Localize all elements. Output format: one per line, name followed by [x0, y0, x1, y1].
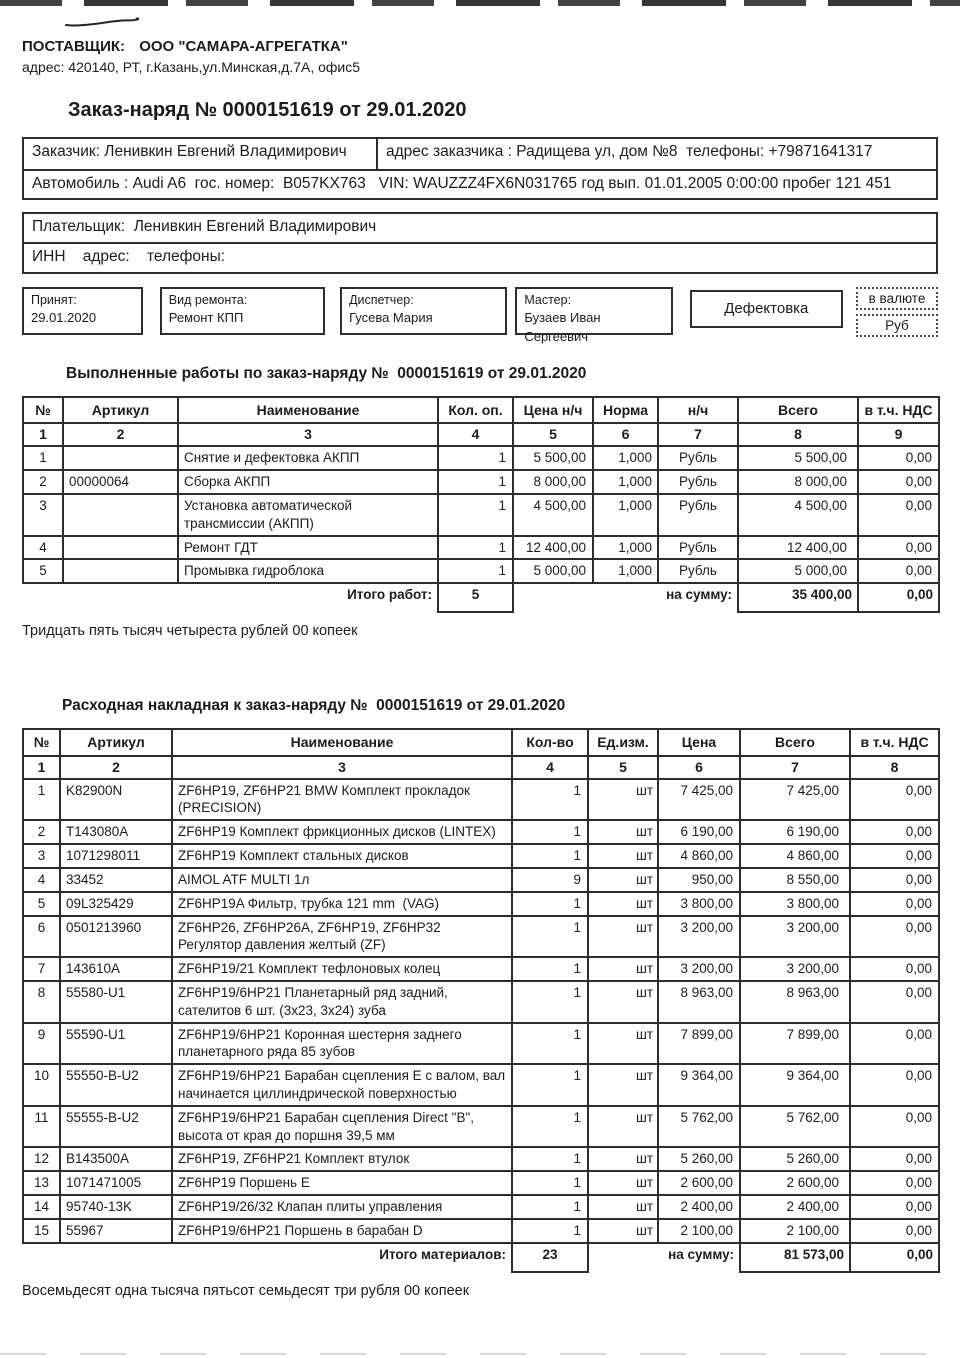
materials-row-unit: шт	[588, 779, 658, 821]
works-row-article: 00000064	[63, 470, 178, 494]
materials-row-article: 1071298011	[60, 844, 172, 868]
vehicle-row	[23, 170, 937, 199]
repair-type-box	[160, 287, 325, 335]
materials-row-price: 7 425,00	[658, 779, 740, 821]
materials-row-vat: 0,00	[850, 892, 939, 916]
materials-row-name: ZF6HP19 Комплект стальных дисков	[172, 844, 512, 868]
materials-row-total: 7 899,00	[740, 1023, 850, 1065]
works-col-number: 8	[738, 423, 858, 446]
materials-row-vat: 0,00	[850, 916, 939, 958]
works-col-header-price: Цена н/ч	[513, 397, 593, 423]
materials-row-vat: 0,00	[850, 868, 939, 892]
materials-row-vat: 0,00	[850, 1064, 939, 1106]
materials-row-price: 3 200,00	[658, 916, 740, 958]
materials-row-vat: 0,00	[850, 779, 939, 821]
materials-col-header-vat: в т.ч. НДС	[850, 729, 939, 755]
works-row-vat: 0,00	[858, 470, 939, 494]
materials-row-number: 3	[23, 844, 60, 868]
materials-row-article: K82900N	[60, 779, 172, 821]
materials-col-header-total: Всего	[740, 729, 850, 755]
materials-row-qty: 1	[512, 844, 588, 868]
supplier-name: ООО "САМАРА-АГРЕГАТКА"	[139, 38, 348, 55]
payer-name-row	[23, 213, 937, 243]
materials-row-total: 2 100,00	[740, 1219, 850, 1243]
materials-row-article: 55550-B-U2	[60, 1064, 172, 1106]
materials-table-row	[23, 1064, 939, 1106]
works-row-price: 5 500,00	[513, 446, 593, 470]
works-row-price: 12 400,00	[513, 536, 593, 560]
materials-row-price: 7 899,00	[658, 1023, 740, 1065]
works-col-header-vat: в т.ч. НДС	[858, 397, 939, 423]
customer-row	[23, 138, 937, 170]
materials-row-qty: 1	[512, 1064, 588, 1106]
works-total-label: Итого работ:	[347, 587, 432, 603]
works-row-article	[63, 494, 178, 536]
works-col-header-unit: н/ч	[658, 397, 738, 423]
repair-type-label: Вид ремонта:	[168, 292, 248, 307]
materials-row-unit: шт	[588, 1106, 658, 1148]
works-table-row	[23, 559, 939, 583]
master-value: Бузаев Иван Сергеевич	[524, 310, 601, 344]
works-table-row	[23, 536, 939, 560]
works-col-header-qty: Кол. оп.	[438, 397, 513, 423]
works-row-total: 12 400,00	[738, 536, 858, 560]
materials-col-number: 6	[658, 756, 740, 779]
materials-col-number: 5	[588, 756, 658, 779]
materials-row-name: ZF6HP19/6HP21 Барабан сцепления E с валом, вал начинается циллиндрической поверхностью	[172, 1064, 512, 1106]
materials-table-row	[23, 844, 939, 868]
materials-row-number: 9	[23, 1023, 60, 1065]
works-col-number: 6	[593, 423, 658, 446]
works-row-total: 5 500,00	[738, 446, 858, 470]
materials-table-header	[23, 729, 939, 778]
works-row-unit: Рубль	[658, 446, 738, 470]
works-row-total: 5 000,00	[738, 559, 858, 583]
materials-table	[22, 728, 940, 1273]
customer-table	[22, 137, 938, 200]
materials-row-qty: 1	[512, 1171, 588, 1195]
works-table-body	[23, 446, 939, 583]
dispatcher-value: Гусева Мария	[349, 310, 433, 326]
materials-row-name: ZF6HP19A Фильтр, трубка 121 mm (VAG)	[172, 892, 512, 916]
materials-col-header-price: Цена	[658, 729, 740, 755]
works-col-number: 7	[658, 423, 738, 446]
works-row-total: 4 500,00	[738, 494, 858, 536]
works-table-header	[23, 397, 939, 446]
materials-row-name: ZF6HP19, ZF6HP21 Комплект втулок	[172, 1147, 512, 1171]
materials-row-number: 4	[23, 868, 60, 892]
materials-row-total: 3 200,00	[740, 957, 850, 981]
materials-row-name: ZF6HP19/21 Комплект тефлоновых колец	[172, 957, 512, 981]
materials-col-header-unit: Ед.изм.	[588, 729, 658, 755]
materials-table-row	[23, 1171, 939, 1195]
materials-row-unit: шт	[588, 981, 658, 1023]
materials-row-qty: 1	[512, 1219, 588, 1243]
works-row-qty: 1	[438, 446, 513, 470]
materials-row-number: 8	[23, 981, 60, 1023]
works-row-number: 2	[23, 470, 63, 494]
materials-row-unit: шт	[588, 957, 658, 981]
materials-row-number: 7	[23, 957, 60, 981]
dispatcher-box	[340, 287, 507, 335]
works-row-number: 5	[23, 559, 63, 583]
materials-total-qty: 23	[512, 1243, 588, 1272]
materials-row-total: 5 260,00	[740, 1147, 850, 1171]
order-info-row	[22, 287, 938, 344]
materials-row-unit: шт	[588, 1219, 658, 1243]
materials-row-unit: шт	[588, 916, 658, 958]
materials-row-price: 2 400,00	[658, 1195, 740, 1219]
materials-row-price: 5 762,00	[658, 1106, 740, 1148]
materials-row-article: 55590-U1	[60, 1023, 172, 1065]
works-row-unit: Рубль	[658, 559, 738, 583]
materials-row-name: ZF6HP19 Поршень E	[172, 1171, 512, 1195]
works-row-vat: 0,00	[858, 446, 939, 470]
materials-row-unit: шт	[588, 1064, 658, 1106]
materials-col-number: 7	[740, 756, 850, 779]
customer-name-cell: Заказчик: Ленивкин Евгений Владимирович	[23, 138, 377, 170]
materials-row-vat: 0,00	[850, 1171, 939, 1195]
currency-label-box: в валюте	[856, 287, 938, 310]
materials-row-total: 3 200,00	[740, 916, 850, 958]
materials-row-article: 33452	[60, 868, 172, 892]
materials-row-qty: 1	[512, 1195, 588, 1219]
materials-row-article: 95740-13K	[60, 1195, 172, 1219]
works-sum-label: на сумму:	[666, 587, 732, 603]
materials-row-price: 5 260,00	[658, 1147, 740, 1171]
materials-sum-vat: 0,00	[850, 1243, 939, 1272]
materials-row-qty: 1	[512, 820, 588, 844]
materials-col-number: 8	[850, 756, 939, 779]
materials-row-name: ZF6HP19/6HP21 Поршень в барабан D	[172, 1219, 512, 1243]
materials-row-name: ZF6HP19/6HP21 Барабан сцепления Direct "B", высота от края до поршня 39,5 мм	[172, 1106, 512, 1148]
works-table-row	[23, 446, 939, 470]
materials-row-price: 2 100,00	[658, 1219, 740, 1243]
works-row-price: 5 000,00	[513, 559, 593, 583]
materials-row-article: 09L325429	[60, 892, 172, 916]
materials-row-price: 9 364,00	[658, 1064, 740, 1106]
materials-row-unit: шт	[588, 868, 658, 892]
materials-table-row	[23, 820, 939, 844]
works-col-header-name: Наименование	[178, 397, 438, 423]
materials-row-price: 2 600,00	[658, 1171, 740, 1195]
works-col-number: 5	[513, 423, 593, 446]
works-col-header-article: Артикул	[63, 397, 178, 423]
materials-row-name: ZF6HP19, ZF6HP21 BMW Комплект прокладок (PRECISION)	[172, 779, 512, 821]
works-row-number: 3	[23, 494, 63, 536]
materials-row-vat: 0,00	[850, 1106, 939, 1148]
works-row-vat: 0,00	[858, 559, 939, 583]
materials-row-price: 8 963,00	[658, 981, 740, 1023]
materials-row-article: 55555-B-U2	[60, 1106, 172, 1148]
materials-table-row	[23, 1195, 939, 1219]
materials-row-number: 11	[23, 1106, 60, 1148]
works-row-number: 1	[23, 446, 63, 470]
works-col-number: 2	[63, 423, 178, 446]
materials-row-article: 0501213960	[60, 916, 172, 958]
materials-sum-label: на сумму:	[668, 1246, 734, 1262]
materials-row-vat: 0,00	[850, 844, 939, 868]
materials-row-unit: шт	[588, 1147, 658, 1171]
materials-row-qty: 9	[512, 868, 588, 892]
materials-col-number: 4	[512, 756, 588, 779]
currency-block	[856, 287, 938, 337]
works-row-norm: 1,000	[593, 559, 658, 583]
repair-type-value: Ремонт КПП	[168, 310, 244, 326]
works-row-qty: 1	[438, 470, 513, 494]
works-row-norm: 1,000	[593, 494, 658, 536]
works-col-header-num: №	[23, 397, 63, 423]
materials-table-row	[23, 1147, 939, 1171]
works-col-number: 3	[178, 423, 438, 446]
materials-row-number: 13	[23, 1171, 60, 1195]
materials-totals-row	[23, 1243, 939, 1272]
materials-row-name: ZF6HP19/6HP21 Планетарный ряд задний, сателитов 6 шт. (3x23, 3x24) зуба	[172, 981, 512, 1023]
works-row-article	[63, 559, 178, 583]
materials-row-total: 6 190,00	[740, 820, 850, 844]
materials-row-total: 8 550,00	[740, 868, 850, 892]
works-row-vat: 0,00	[858, 536, 939, 560]
materials-row-article: 55580-U1	[60, 981, 172, 1023]
materials-amount-in-words: Восемьдесят одна тысяча пятьсот семьдесят три рубля 00 копеек	[22, 1282, 470, 1299]
master-box	[515, 287, 672, 344]
works-row-name: Сборка АКПП	[178, 470, 438, 494]
works-row-number: 4	[23, 536, 63, 560]
materials-row-price: 950,00	[658, 868, 740, 892]
dispatcher-label: Диспетчер:	[349, 292, 414, 307]
materials-total-label: Итого материалов:	[379, 1246, 506, 1262]
materials-col-header-num: №	[23, 729, 60, 755]
supplier-address: адрес: 420140, РТ, г.Казань,ул.Минская,д.7А, офис5	[22, 59, 361, 75]
works-row-name: Промывка гидроблока	[178, 559, 438, 583]
payer-table	[22, 212, 938, 274]
materials-row-qty: 1	[512, 916, 588, 958]
works-row-vat: 0,00	[858, 494, 939, 536]
materials-row-vat: 0,00	[850, 820, 939, 844]
materials-row-total: 8 963,00	[740, 981, 850, 1023]
materials-table-row	[23, 916, 939, 958]
works-row-name: Установка автоматической трансмиссии (АКПП)	[178, 494, 438, 536]
materials-col-header-article: Артикул	[60, 729, 172, 755]
materials-table-row	[23, 892, 939, 916]
materials-row-qty: 1	[512, 1106, 588, 1148]
materials-table-row	[23, 957, 939, 981]
materials-row-number: 2	[23, 820, 60, 844]
pen-mark	[62, 14, 936, 30]
works-row-norm: 1,000	[593, 446, 658, 470]
materials-col-number: 2	[60, 756, 172, 779]
materials-row-unit: шт	[588, 1195, 658, 1219]
works-col-header-total: Всего	[738, 397, 858, 423]
materials-row-number: 6	[23, 916, 60, 958]
materials-table-body	[23, 779, 939, 1243]
materials-row-vat: 0,00	[850, 957, 939, 981]
works-row-name: Снятие и дефектовка АКПП	[178, 446, 438, 470]
materials-row-qty: 1	[512, 1147, 588, 1171]
accepted-box	[22, 287, 143, 335]
works-row-qty: 1	[438, 559, 513, 583]
materials-table-row	[23, 1219, 939, 1243]
works-row-price: 8 000,00	[513, 470, 593, 494]
materials-row-total: 2 600,00	[740, 1171, 850, 1195]
materials-row-total: 2 400,00	[740, 1195, 850, 1219]
materials-row-qty: 1	[512, 957, 588, 981]
materials-table-row	[23, 779, 939, 821]
accepted-label: Принят:	[31, 292, 77, 307]
supplier-line	[22, 38, 936, 55]
customer-address-cell: адрес заказчика : Радищева ул, дом №8 телефоны: +79871641317	[377, 138, 937, 170]
materials-row-number: 5	[23, 892, 60, 916]
works-amount-in-words: Тридцать пять тысяч четыреста рублей 00 копеек	[22, 623, 358, 640]
accepted-value: 29.01.2020	[31, 310, 97, 326]
scan-artifact-bottom-edge	[0, 1353, 960, 1355]
materials-row-name: ZF6HP26, ZF6HP26A, ZF6HP19, ZF6HP32 Регулятор давления желтый (ZF)	[172, 916, 512, 958]
materials-row-article: 143610A	[60, 957, 172, 981]
works-row-unit: Рубль	[658, 536, 738, 560]
materials-row-article: T143080A	[60, 820, 172, 844]
materials-row-name: ZF6HP19/6HP21 Коронная шестерня заднего планетарного ряда 85 зубов	[172, 1023, 512, 1065]
materials-row-price: 6 190,00	[658, 820, 740, 844]
works-row-norm: 1,000	[593, 536, 658, 560]
materials-table-row	[23, 981, 939, 1023]
materials-row-total: 4 860,00	[740, 844, 850, 868]
materials-row-total: 3 800,00	[740, 892, 850, 916]
works-row-qty: 1	[438, 536, 513, 560]
materials-row-number: 15	[23, 1219, 60, 1243]
materials-row-price: 3 800,00	[658, 892, 740, 916]
works-table-row	[23, 470, 939, 494]
materials-row-qty: 1	[512, 981, 588, 1023]
materials-row-number: 10	[23, 1064, 60, 1106]
materials-col-number: 1	[23, 756, 60, 779]
materials-row-name: AIMOL ATF MULTI 1л	[172, 868, 512, 892]
currency-value-box: Руб	[856, 314, 938, 337]
works-col-number: 4	[438, 423, 513, 446]
materials-col-header-name: Наименование	[172, 729, 512, 755]
works-row-name: Ремонт ГДТ	[178, 536, 438, 560]
works-column-numbers-row	[23, 423, 939, 446]
materials-row-article: 55967	[60, 1219, 172, 1243]
materials-row-article: 1071471005	[60, 1171, 172, 1195]
materials-row-number: 12	[23, 1147, 60, 1171]
materials-section-title: Расходная накладная к заказ-наряду № 0000151619 от 29.01.2020	[62, 697, 566, 715]
works-table-row	[23, 494, 939, 536]
materials-row-total: 7 425,00	[740, 779, 850, 821]
materials-table-row	[23, 868, 939, 892]
payer-details-cell: ИНН адрес: телефоны:	[23, 243, 937, 273]
materials-row-unit: шт	[588, 844, 658, 868]
materials-sum-total: 81 573,00	[740, 1243, 850, 1272]
materials-row-qty: 1	[512, 1023, 588, 1065]
works-col-header-norm: Норма	[593, 397, 658, 423]
works-row-price: 4 500,00	[513, 494, 593, 536]
payer-details-row	[23, 243, 937, 273]
materials-col-header-qty: Кол-во	[512, 729, 588, 755]
materials-row-name: ZF6HP19/26/32 Клапан плиты управления	[172, 1195, 512, 1219]
materials-row-article: B143500A	[60, 1147, 172, 1171]
works-row-unit: Рубль	[658, 470, 738, 494]
defectovka-box: Дефектовка	[690, 290, 843, 328]
materials-row-name: ZF6HP19 Комплект фрикционных дисков (LINTEX)	[172, 820, 512, 844]
materials-row-number: 14	[23, 1195, 60, 1219]
works-total-qty: 5	[438, 583, 513, 612]
materials-col-number: 3	[172, 756, 512, 779]
works-sum-vat: 0,00	[858, 583, 939, 612]
materials-row-total: 5 762,00	[740, 1106, 850, 1148]
works-row-article	[63, 536, 178, 560]
materials-row-price: 3 200,00	[658, 957, 740, 981]
works-col-number: 1	[23, 423, 63, 446]
materials-row-price: 4 860,00	[658, 844, 740, 868]
works-col-number: 9	[858, 423, 939, 446]
materials-row-qty: 1	[512, 892, 588, 916]
materials-row-total: 9 364,00	[740, 1064, 850, 1106]
materials-row-vat: 0,00	[850, 1219, 939, 1243]
works-row-article	[63, 446, 178, 470]
master-label: Мастер:	[524, 292, 572, 307]
materials-totals-spacer	[588, 1243, 658, 1272]
works-row-unit: Рубль	[658, 494, 738, 536]
materials-row-unit: шт	[588, 892, 658, 916]
materials-table-row	[23, 1106, 939, 1148]
materials-row-vat: 0,00	[850, 981, 939, 1023]
materials-column-numbers-row	[23, 756, 939, 779]
document-title: Заказ-наряд № 0000151619 от 29.01.2020	[68, 99, 467, 121]
works-row-total: 8 000,00	[738, 470, 858, 494]
materials-row-unit: шт	[588, 1171, 658, 1195]
materials-row-unit: шт	[588, 820, 658, 844]
materials-row-qty: 1	[512, 779, 588, 821]
materials-row-vat: 0,00	[850, 1147, 939, 1171]
payer-name-cell: Плательщик: Ленивкин Евгений Владимирович	[23, 213, 937, 243]
materials-row-vat: 0,00	[850, 1195, 939, 1219]
works-table	[22, 396, 940, 613]
supplier-label: ПОСТАВЩИК:	[22, 38, 126, 55]
vehicle-cell: Автомобиль : Audi A6 гос. номер: B057KX763 VIN: WAUZZZ4FX6N031765 год вып. 01.01.2005 0:00:00 пробег 121 451	[23, 170, 937, 199]
works-row-norm: 1,000	[593, 470, 658, 494]
materials-row-unit: шт	[588, 1023, 658, 1065]
pen-squiggle-icon	[62, 14, 142, 30]
materials-row-vat: 0,00	[850, 1023, 939, 1065]
materials-table-row	[23, 1023, 939, 1065]
works-section-title: Выполненные работы по заказ-наряду № 0000151619 от 29.01.2020	[66, 364, 587, 382]
works-sum-total: 35 400,00	[738, 583, 858, 612]
works-totals-spacer	[513, 583, 658, 612]
scan-artifact-top-edge	[0, 0, 960, 6]
materials-row-number: 1	[23, 779, 60, 821]
works-row-qty: 1	[438, 494, 513, 536]
works-totals-row	[23, 583, 939, 612]
